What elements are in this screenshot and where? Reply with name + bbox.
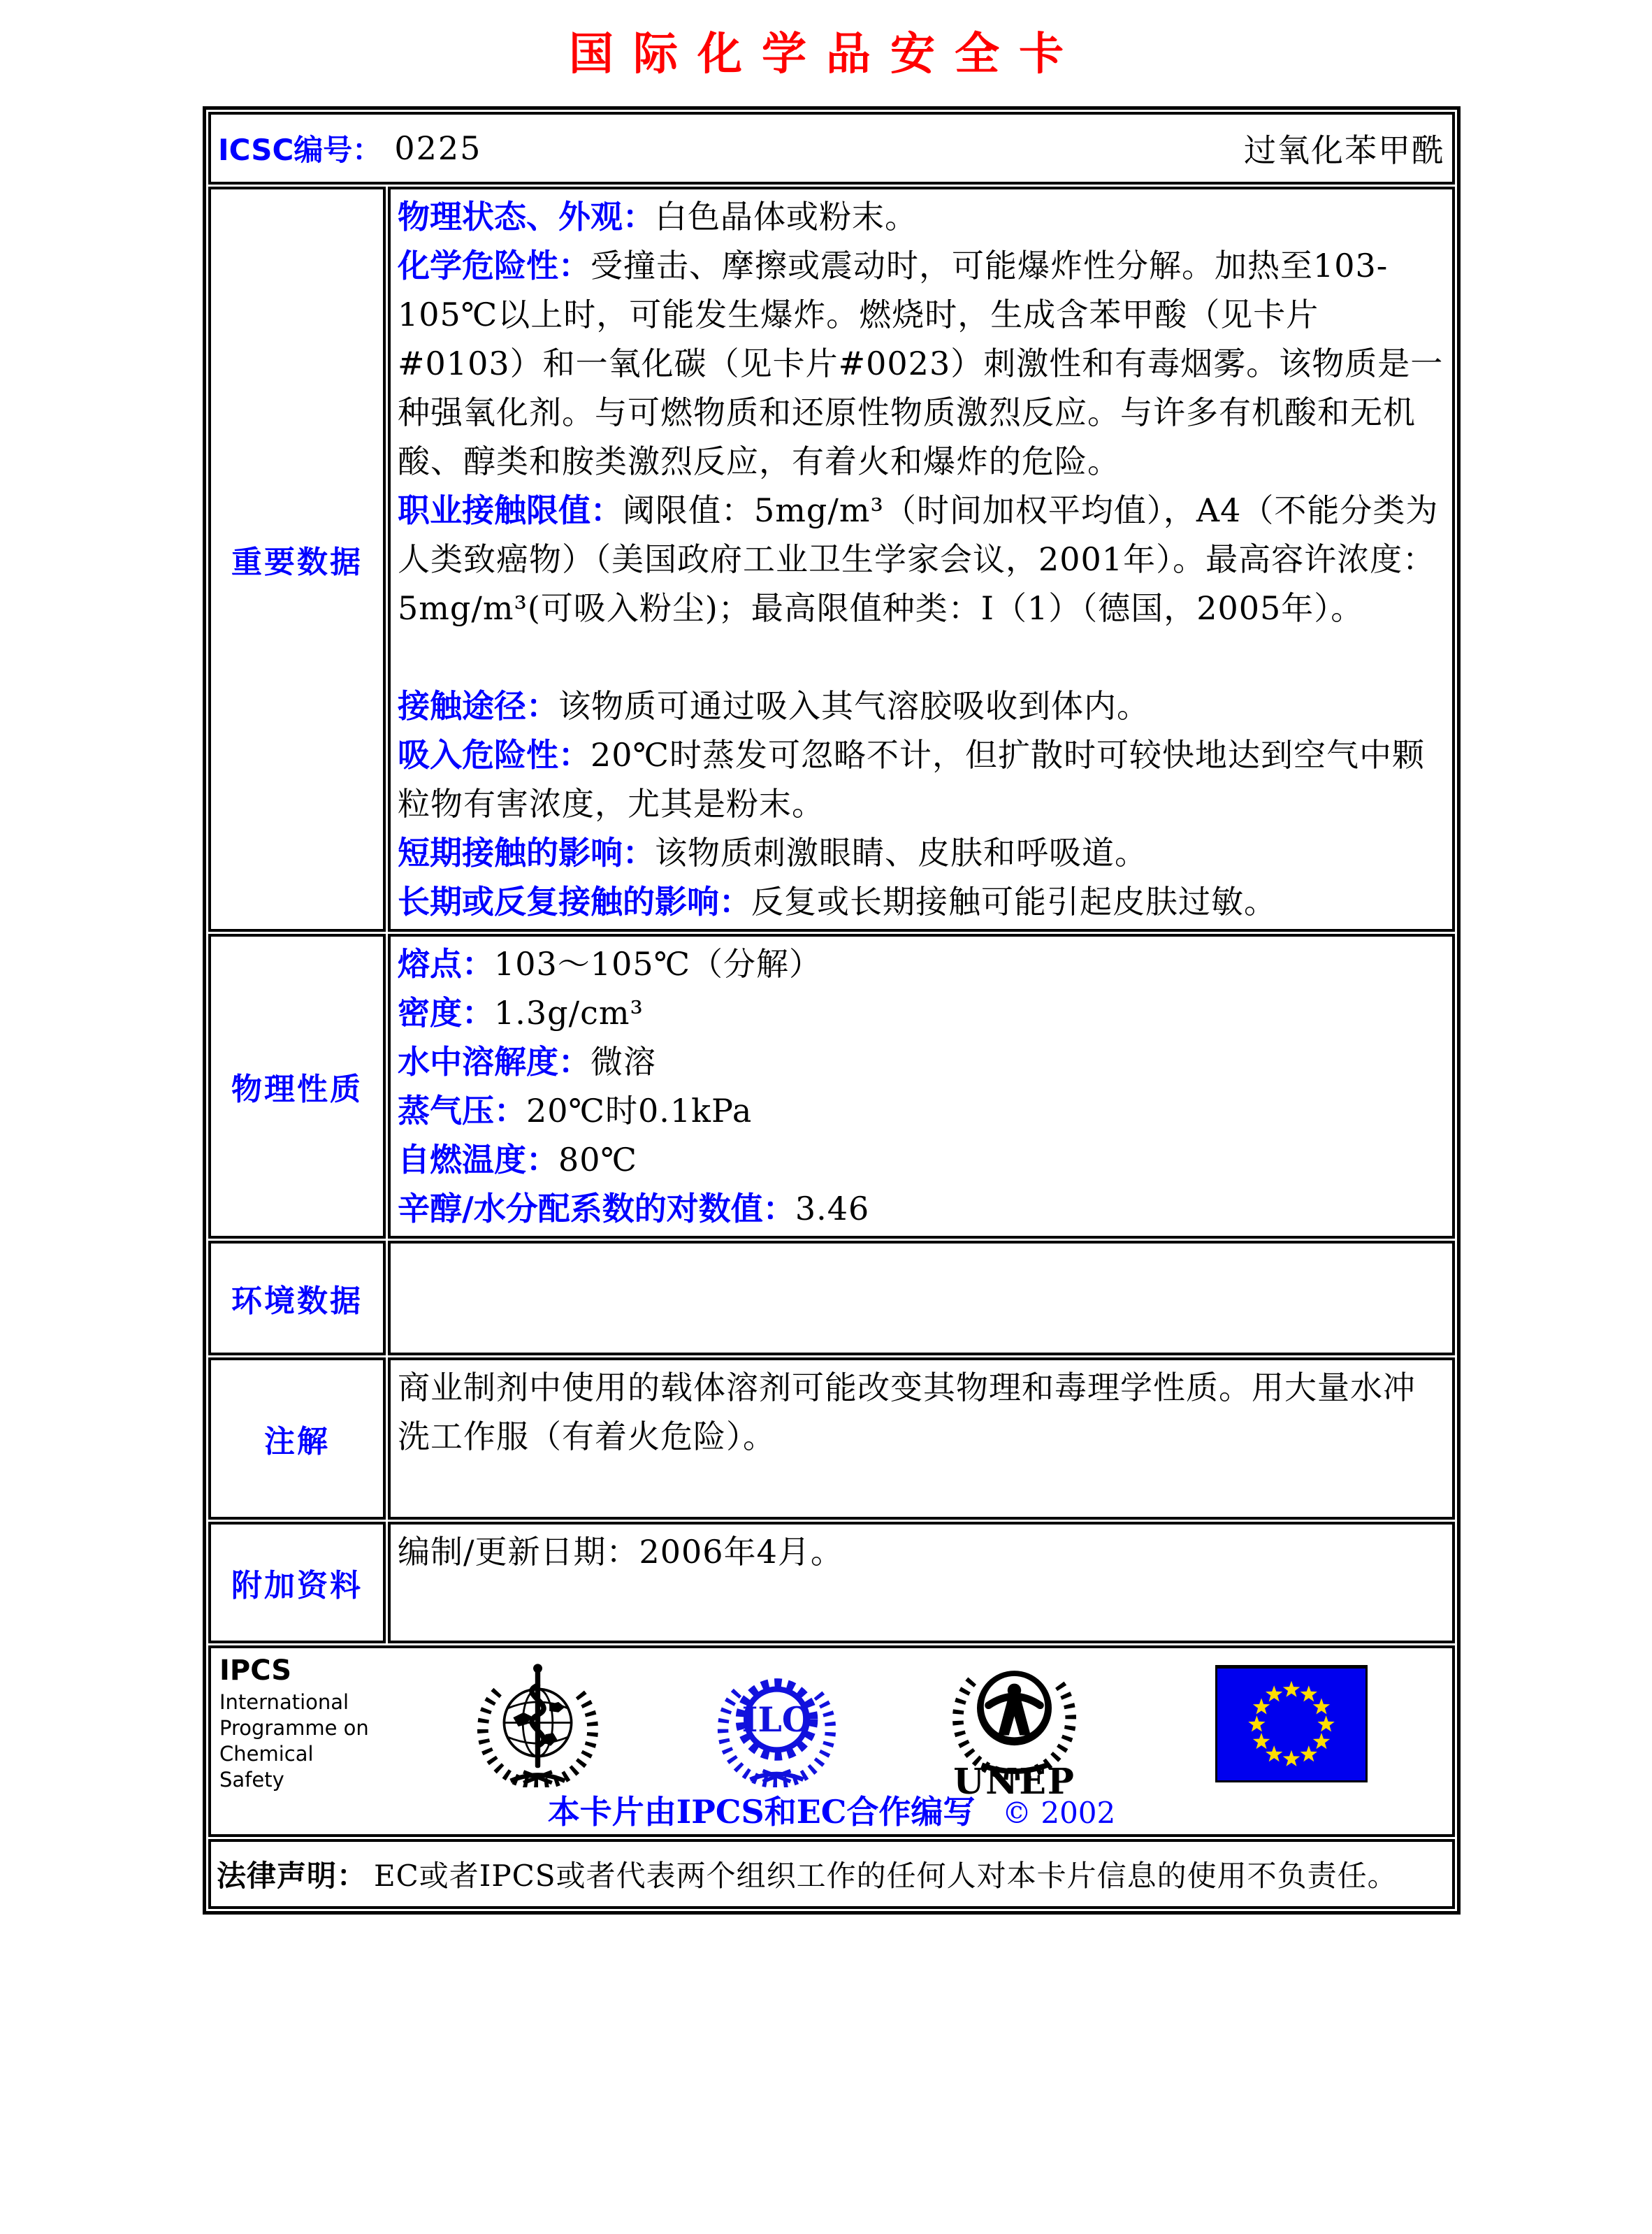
environmental-data-row-label: 环境数据 bbox=[208, 1241, 386, 1355]
notes-content bbox=[388, 1357, 1455, 1520]
eu-flag-icon bbox=[1215, 1665, 1368, 1782]
icsc-number-value: 0225 bbox=[394, 129, 482, 167]
property-line: 密度：1.3g/cm³ bbox=[398, 994, 644, 1032]
data-paragraph: 职业接触限值：阈限值：5mg/m³（时间加权平均值），A4（不能分类为人类致癌物）（美国政府工业卫生学家会议，2001年）。最高容许浓度：5mg/m³(可吸入粉尘)；最高限值种类：I（1）（德国，2005年）。 bbox=[398, 491, 1439, 627]
physical-properties-row bbox=[208, 934, 1455, 1239]
data-paragraph: 化学危险性：受撞击、摩擦或震动时，可能爆炸性分解。加热至103-105℃以上时，可能发生爆炸。燃烧时，生成含苯甲酸（见卡片#0103）和一氧化碳（见卡片#0023）刺激性和有毒烟雾。该物质是一种强氧化剂。与可燃物质和还原性物质激烈反应。与许多有机酸和无机酸、醇类和胺类激烈反应，有着火和爆炸的危险。 bbox=[398, 247, 1444, 480]
icsc-number-label: ICSC编号： bbox=[218, 133, 382, 167]
header-cell bbox=[208, 112, 1455, 185]
property-line: 自燃温度：80℃ bbox=[398, 1141, 637, 1179]
physical-properties-row-label: 物理性质 bbox=[208, 934, 386, 1239]
additional-info-row bbox=[208, 1522, 1455, 1643]
footer-caption bbox=[211, 1794, 1452, 1831]
property-line: 水中溶解度：微溶 bbox=[398, 1043, 656, 1081]
who-emblem-icon bbox=[473, 1658, 602, 1790]
legal-notice-text: EC或者IPCS或者代表两个组织工作的任何人对本卡片信息的使用不负责任。 bbox=[374, 1859, 1398, 1893]
unep-emblem-icon bbox=[946, 1648, 1082, 1799]
cooperation-text: 本卡片由IPCS和EC合作编写 bbox=[547, 1793, 976, 1831]
important-data-row bbox=[208, 187, 1455, 932]
logos-cell bbox=[208, 1645, 1455, 1837]
icsc-card-table bbox=[203, 106, 1461, 1915]
header-row bbox=[208, 112, 1455, 185]
notes-text: 商业制剂中使用的载体溶剂可能改变其物理和毒理学性质。用大量水冲洗工作服（有着火危险）。 bbox=[398, 1369, 1416, 1455]
environmental-data-content bbox=[388, 1241, 1455, 1355]
legal-row bbox=[208, 1839, 1455, 1909]
notes-row bbox=[208, 1357, 1455, 1520]
notes-row-label: 注解 bbox=[208, 1357, 386, 1520]
svg-text:UNEP: UNEP bbox=[953, 1761, 1075, 1796]
svg-text:ILO: ILO bbox=[741, 1699, 812, 1740]
important-data-content bbox=[388, 187, 1455, 932]
additional-info-row-label: 附加资料 bbox=[208, 1522, 386, 1643]
data-paragraph: 短期接触的影响：该物质刺激眼睛、皮肤和呼吸道。 bbox=[398, 834, 1147, 872]
important-data-row-label: 重要数据 bbox=[208, 187, 386, 932]
logos-row bbox=[208, 1645, 1455, 1837]
ipcs-acronym: IPCS bbox=[219, 1655, 292, 1687]
data-paragraph: 吸入危险性：20℃时蒸发可忽略不计，但扩散时可较快地达到空气中颗粒物有害浓度，尤其是粉末。 bbox=[398, 736, 1425, 823]
page-title: 国际化学品安全卡 bbox=[569, 29, 1083, 80]
legal-notice-label: 法律声明： bbox=[217, 1859, 368, 1893]
copyright-text: © 2002 bbox=[1002, 1796, 1116, 1830]
chemical-name: 过氧化苯甲酰 bbox=[1244, 131, 1445, 169]
update-date-text: 编制/更新日期：2006年4月。 bbox=[398, 1533, 843, 1571]
legal-cell bbox=[208, 1839, 1455, 1909]
ipcs-text-block: IPCS International Programme on Chemical Safety bbox=[219, 1655, 377, 1793]
physical-properties-content bbox=[388, 934, 1455, 1239]
additional-info-content bbox=[388, 1522, 1455, 1643]
data-paragraph: 长期或反复接触的影响：反复或长期接触可能引起皮肤过敏。 bbox=[398, 883, 1277, 921]
icsc-number-group bbox=[218, 127, 481, 169]
property-line: 蒸气压：20℃时0.1kPa bbox=[398, 1092, 753, 1130]
environmental-data-row bbox=[208, 1241, 1455, 1355]
ilo-emblem-icon bbox=[713, 1658, 840, 1790]
data-paragraph: 物理状态、外观：白色晶体或粉末。 bbox=[398, 198, 918, 236]
property-line: 熔点：103～105℃（分解） bbox=[398, 945, 823, 983]
property-line: 辛醇/水分配系数的对数值：3.46 bbox=[398, 1190, 870, 1227]
data-paragraph: 接触途径：该物质可通过吸入其气溶胶吸收到体内。 bbox=[398, 687, 1150, 725]
